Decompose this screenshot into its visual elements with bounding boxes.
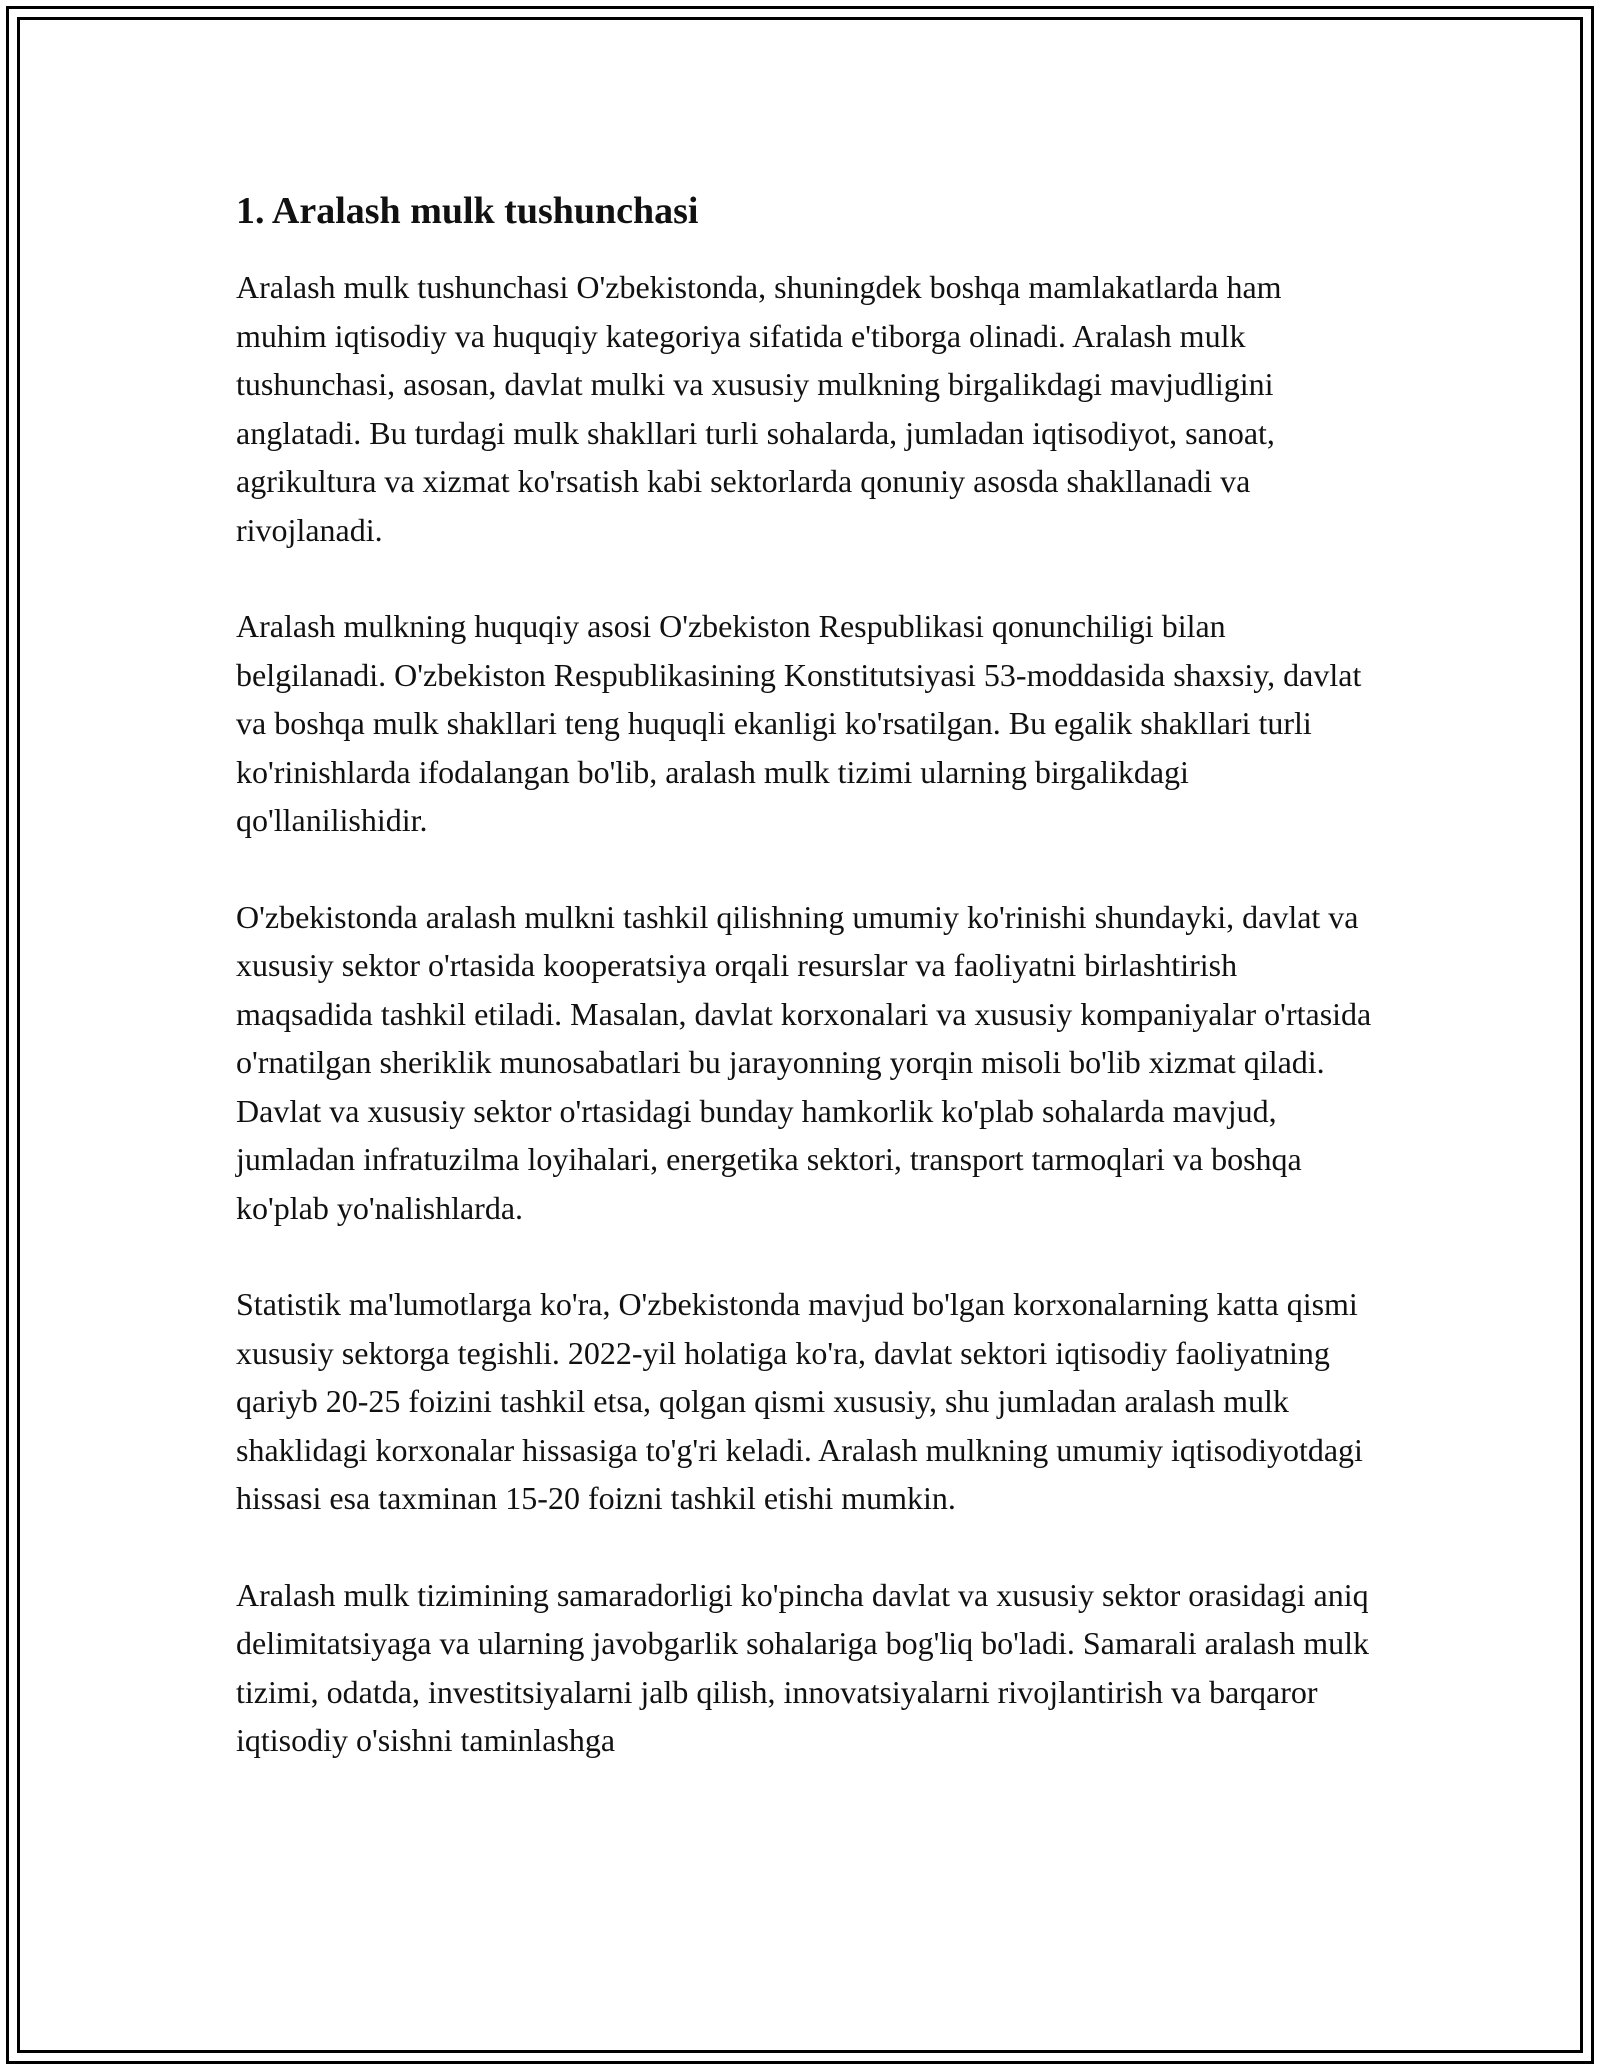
paragraph-2: Aralash mulkning huquqiy asosi O'zbekiston Respublikasi qonunchiligi bilan belgilanadi. O'zbekiston Respublikasining Konstitutsiyasi 53-moddasida shaxsiy, davlat va boshqa mulk shakllari teng huquqli ekanligi ko'rsatilgan. Bu egalik shakllari turli ko'rinishlarda ifodalangan bo'lib, aralash mulk tizimi ularning birgalikdagi qo'llanilishidir. (236, 608, 1362, 839)
paragraph-5: Aralash mulk tizimining samaradorligi ko'pincha davlat va xususiy sektor orasidagi aniq delimitatsiyaga va ularning javobgarlik sohalariga bog'liq bo'ladi. Samarali aralash mulk tizimi, odatda, investitsiyalarni jalb qilish, innovatsiyalarni rivojlantirish va barqaror iqtisodiy o'sishni taminlashga (236, 1576, 1369, 1759)
paragraph-4: Statistik ma'lumotlarga ko'ra, O'zbekistonda mavjud bo'lgan korxonalarning katta qismi xususiy sektorga tegishli. 2022-yil holatiga ko'ra, davlat sektori iqtisodiy faoliyatning qariyb 20-25 foizini tashkil etsa, qolgan qismi xususiy, shu jumladan aralash mulk shaklidagi korxonalar hissasiga to'g'ri keladi. Aralash mulkning umumiy iqtisodiyotdagi hissasi esa taxminan 15-20 foizni tashkil etishi mumkin. (236, 1286, 1363, 1517)
section-heading: 1. Aralash mulk tushunchasi (236, 190, 699, 232)
paragraph-1: Aralash mulk tushunchasi O'zbekistonda, shuningdek boshqa mamlakatlarda ham muhim iqtisodiy va huquqiy kategoriya sifatida e'tiborga olinadi. Aralash mulk tushunchasi, asosan, davlat mulki va xususiy mulkning birgalikdagi mavjudligini anglatadi. Bu turdagi mulk shakllari turli sohalarda, jumladan iqtisodiyot, sanoat, agrikultura va xizmat ko'rsatish kabi sektorlarda qonuniy asosda shakllanadi va rivojlanadi. (236, 269, 1282, 548)
document-body (236, 186, 1376, 1765)
paragraph-3: O'zbekistonda aralash mulkni tashkil qilishning umumiy ko'rinishi shundayki, davlat va xususiy sektor o'rtasida kooperatsiya orqali resurslar va faoliyatni birlashtirish maqsadida tashkil etiladi. Masalan, davlat korxonalari va xususiy kompaniyalar o'rtasida o'rnatilgan sheriklik munosabatlari bu jarayonning yorqin misoli bo'lib xizmat qiladi. Davlat va xususiy sektor o'rtasidagi bunday hamkorlik ko'plab sohalarda mavjud, jumladan infratuzilma loyihalari, energetika sektori, transport tarmoqlari va boshqa ko'plab yo'nalishlarda. (236, 898, 1372, 1226)
